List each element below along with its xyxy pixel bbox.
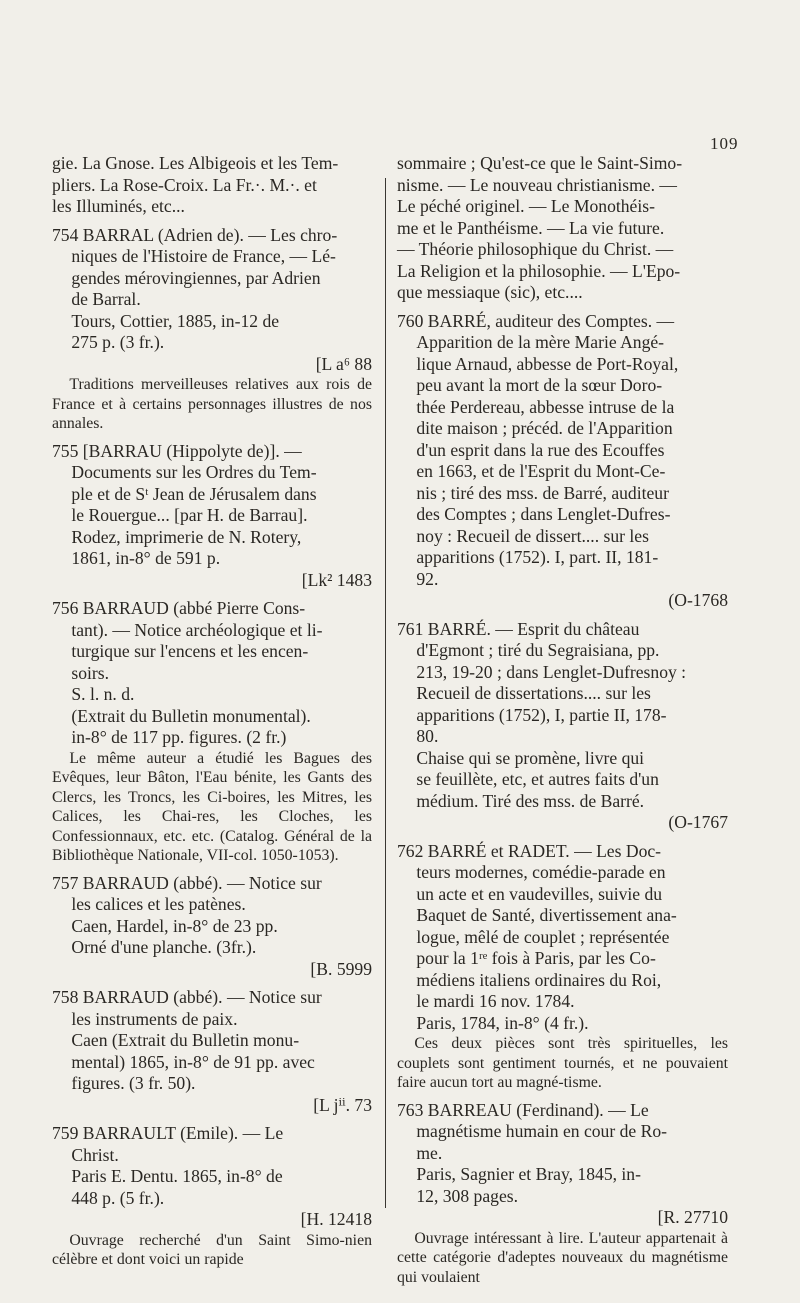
catalog-reference: [B. 5999	[310, 958, 372, 979]
entry-note: Ces deux pièces sont très spirituelles, les couplets sont gentiment tournés, et ne pouvaient faire aucun tort au magné-tisme.	[397, 1035, 728, 1091]
entry-line: logue, mêlé de couplet ; représentée	[416, 926, 670, 947]
bibliography-entry	[397, 1100, 728, 1288]
entry-note: Ouvrage recherché d'un Saint Simo-nien célèbre et dont voici un rapide	[52, 1231, 372, 1268]
catalog-reference: [L a⁶ 88	[315, 353, 372, 374]
entry-line: 755 [BARRAU (Hippolyte de)]. —	[52, 440, 302, 461]
entry-line: Caen, Hardel, in-8° de 23 pp.	[71, 915, 278, 936]
entry-line: en 1663, et de l'Esprit du Mont-Ce-	[416, 461, 666, 481]
entry-line: Tours, Cottier, 1885, in-12 de	[71, 310, 280, 331]
entry-line: Paris, 1784, in-8° (4 fr.).	[416, 1012, 589, 1033]
entry-line: magnétisme humain en cour de Ro-	[416, 1121, 668, 1141]
bibliography-entry	[397, 841, 728, 1093]
bibliography-entry	[52, 598, 372, 866]
entry-line: d'un esprit dans la rue des Ecouffes	[416, 439, 665, 460]
entry-line: S. l. n. d.	[71, 684, 135, 704]
entry-line: apparitions (1752), I, partie II, 178-	[416, 704, 667, 725]
entry-line: niques de l'Histoire de France, — Lé-	[71, 246, 336, 266]
entry-line: Christ.	[71, 1144, 119, 1165]
entry-line: nis ; tiré des mss. de Barré, auditeur	[416, 482, 669, 503]
entry-line: Caen (Extrait du Bulletin monu-	[71, 1030, 300, 1050]
entry-line: 213, 19-20 ; dans Lenglet-Dufresnoy :	[416, 661, 687, 682]
entry-line: d'Egmont ; tiré du Segraisiana, pp.	[416, 640, 660, 660]
entry-line: les calices et les patènes.	[71, 894, 246, 914]
entry-line: un acte et en vaudevilles, suivie du	[416, 883, 663, 904]
entry-line: ple et de Sᵗ Jean de Jérusalem dans	[71, 483, 317, 504]
entry-line: pliers. La Rose-Croix. La Fr.·. M.·. et	[52, 174, 317, 195]
entry-line: 448 p. (5 fr.).	[71, 1187, 165, 1208]
entry-line: nisme. — Le nouveau christianisme. —	[397, 174, 677, 195]
entry-line: thée Perdereau, abbesse intruse de la	[416, 396, 675, 417]
entry-line: La Religion et la philosophie. — L'Epo-	[397, 260, 681, 281]
right-column	[397, 153, 728, 1294]
entry-line: 760 BARRÉ, auditeur des Comptes. —	[397, 310, 675, 331]
entry-note: Ouvrage intéressant à lire. L'auteur appartenait à cette catégorie d'adeptes nouveaux du magnétisme qui voulaient	[397, 1229, 728, 1286]
entry-line: que messiaque (sic), etc....	[397, 282, 583, 302]
entry-line: me et le Panthéisme. — La vie future.	[397, 217, 665, 238]
entry-line: teurs modernes, comédie-parade en	[416, 862, 666, 882]
entry-line: 12, 308 pages.	[416, 1185, 518, 1206]
continuation-text	[52, 153, 372, 218]
entry-line: apparitions (1752). I, part. II, 181-	[416, 547, 659, 567]
entry-line: tant). — Notice archéologique et li-	[71, 619, 323, 640]
entry-line: se feuillète, etc, et autres faits d'un	[416, 769, 659, 789]
entry-line: peu avant la mort de la sœur Doro-	[416, 375, 663, 395]
entry-note: Traditions merveilleuses relatives aux rois de France et à certains personnages illustres de nos annales.	[52, 376, 372, 432]
entry-line: 80.	[416, 726, 439, 746]
entry-line: gendes mérovingiennes, par Adrien	[71, 267, 321, 288]
bibliography-entry	[397, 619, 728, 834]
entry-line: dite maison ; précéd. de l'Apparition	[416, 418, 673, 438]
catalog-reference: [H. 12418	[300, 1209, 372, 1229]
entry-line: gie. La Gnose. Les Albigeois et les Tem-	[52, 153, 339, 173]
bibliography-entry	[52, 225, 372, 434]
entry-line: 754 BARRAL (Adrien de). — Les chro-	[52, 224, 338, 245]
entry-line: figures. (3 fr. 50).	[71, 1073, 196, 1093]
entry-line: sommaire ; Qu'est-ce que le Saint-Simo-	[397, 153, 683, 173]
entry-line: le Rouergue... [par H. de Barrau].	[71, 505, 308, 525]
entry-line: Rodez, imprimerie de N. Rotery,	[71, 526, 302, 547]
column-rule	[385, 178, 386, 1208]
bibliography-entry	[52, 987, 372, 1116]
catalog-reference: [L jⁱⁱ. 73	[313, 1094, 372, 1115]
entry-line: soirs.	[71, 662, 109, 683]
entry-line: Orné d'une planche. (3fr.).	[71, 937, 257, 957]
entry-line: des Comptes ; dans Lenglet-Dufres-	[416, 504, 671, 524]
entry-line: pour la 1ʳᵉ fois à Paris, par les Co-	[416, 948, 656, 968]
entry-line: 756 BARRAUD (abbé Pierre Cons-	[52, 598, 306, 618]
entry-line: (Extrait du Bulletin monumental).	[71, 705, 311, 726]
entry-line: les Illuminés, etc...	[52, 196, 185, 216]
continuation-text	[397, 153, 728, 304]
entry-line: me.	[416, 1142, 443, 1163]
entry-line: médium. Tiré des mss. de Barré.	[416, 790, 645, 811]
entry-line: Baquet de Santé, divertissement ana-	[416, 905, 677, 925]
entry-line: médiens italiens ordinaires du Roi,	[416, 969, 662, 990]
entry-line: lique Arnaud, abbesse de Port-Royal,	[416, 353, 679, 374]
entry-line: 92.	[416, 568, 439, 589]
entry-line: 1861, in-8° de 591 p.	[71, 548, 221, 568]
bibliography-entry	[52, 873, 372, 981]
left-column	[52, 153, 372, 1277]
entry-line: de Barral.	[71, 289, 141, 309]
page-number: 109	[710, 134, 739, 153]
entry-line: les instruments de paix.	[71, 1008, 238, 1029]
entry-line: 759 BARRAULT (Emile). — Le	[52, 1123, 284, 1143]
entry-line: Le péché originel. — Le Monothéis-	[397, 196, 655, 216]
entry-line: Paris, Sagnier et Bray, 1845, in-	[416, 1164, 641, 1184]
entry-line: 761 BARRÉ. — Esprit du château	[397, 618, 640, 639]
entry-line: 762 BARRÉ et RADET. — Les Doc-	[397, 840, 662, 861]
entry-line: 763 BARREAU (Ferdinand). — Le	[397, 1099, 649, 1120]
bibliography-entry	[397, 311, 728, 612]
entry-line: le mardi 16 nov. 1784.	[416, 991, 575, 1011]
entry-line: Paris E. Dentu. 1865, in-8° de	[71, 1166, 283, 1186]
entry-line: 275 p. (3 fr.).	[71, 332, 165, 352]
entry-note: Le même auteur a étudié les Bagues des Evêques, leur Bâton, l'Eau bénite, les Gants des Clercs, les Troncs, les Ci-boires, les Mitres, les Calices, les Chai-res, les Cloches, les Confessionnaux, etc. etc. (Catalog. Général de la Bibliothèque Nationale, VII-col. 1050-1053).	[52, 749, 372, 864]
entry-line: Documents sur les Ordres du Tem-	[71, 462, 317, 482]
bibliography-entry	[52, 1123, 372, 1270]
entry-line: Recueil de dissertations.... sur les	[416, 683, 651, 703]
entry-line: — Théorie philosophique du Christ. —	[397, 239, 674, 259]
entry-line: turgique sur l'encens et les encen-	[71, 641, 309, 661]
catalog-reference: (O-1767	[668, 812, 728, 832]
catalog-reference: [Lk² 1483	[301, 569, 372, 590]
entry-line: 758 BARRAUD (abbé). — Notice sur	[52, 987, 322, 1007]
entry-line: Chaise qui se promène, livre qui	[416, 747, 645, 768]
entry-line: mental) 1865, in-8° de 91 pp. avec	[71, 1051, 315, 1072]
entry-line: in-8° de 117 pp. figures. (2 fr.)	[71, 727, 287, 747]
entry-line: Apparition de la mère Marie Angé-	[416, 332, 665, 352]
catalog-reference: (O-1768	[668, 590, 728, 610]
bibliography-entry	[52, 441, 372, 592]
entry-line: 757 BARRAUD (abbé). — Notice sur	[52, 872, 322, 893]
catalog-reference: [R. 27710	[657, 1207, 728, 1227]
entry-line: noy : Recueil de dissert.... sur les	[416, 525, 649, 546]
